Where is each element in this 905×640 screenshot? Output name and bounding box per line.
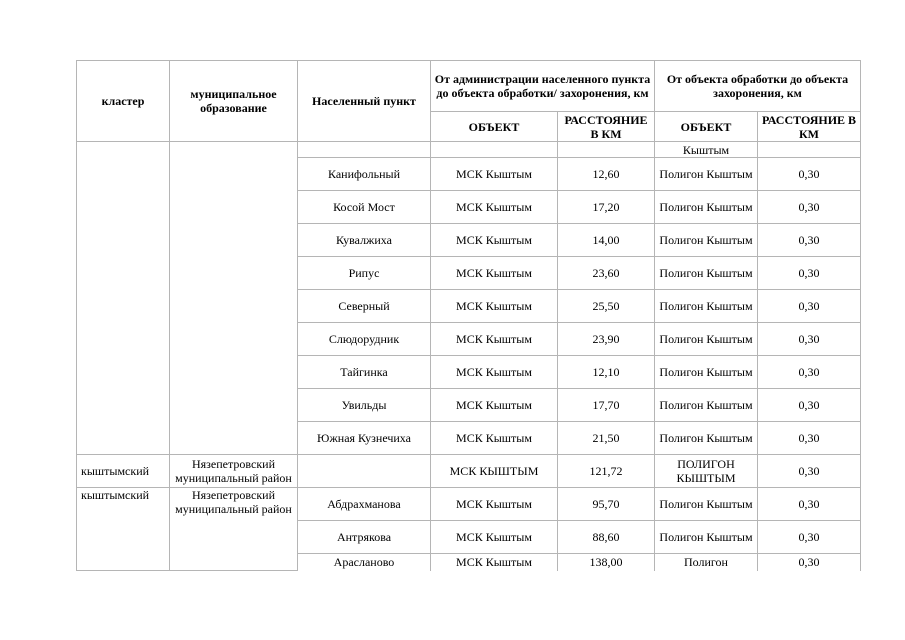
distance2-cell: 0,30 [758, 257, 861, 290]
settlement-cell: Кувалжиха [298, 224, 431, 257]
settlement-cell: Абдрахманова [298, 488, 431, 521]
settlement-cell: Слюдорудник [298, 323, 431, 356]
distance1-cell: 121,72 [558, 455, 655, 488]
object1-cell: МСК Кыштым [431, 356, 558, 389]
object2-cell: Полигон Кыштым [655, 521, 758, 554]
object1-cell: МСК Кыштым [431, 488, 558, 521]
municipality-cell: Нязепетровский муниципальный район [170, 488, 298, 571]
distance1-cell: 25,50 [558, 290, 655, 323]
object1-cell: МСК Кыштым [431, 224, 558, 257]
distance2-cell: 0,30 [758, 290, 861, 323]
distance2-cell: 0,30 [758, 356, 861, 389]
distance2-cell: 0,30 [758, 455, 861, 488]
settlement-cell: Косой Мост [298, 191, 431, 224]
settlement-cell [298, 455, 431, 488]
cluster-cell: кыштымский [77, 488, 170, 571]
settlement-cell: Тайгинка [298, 356, 431, 389]
empty-cell [431, 142, 558, 158]
object2-cell: Полигон Кыштым [655, 224, 758, 257]
distance1-cell: 23,60 [558, 257, 655, 290]
distance1-cell: 23,90 [558, 323, 655, 356]
object1-cell: МСК Кыштым [431, 257, 558, 290]
municipality-cell-empty [170, 142, 298, 455]
settlement-cell: Южная Кузнечиха [298, 422, 431, 455]
distance2-cell: 0,30 [758, 191, 861, 224]
object2-cell: Полигон [655, 554, 758, 571]
object1-cell: МСК Кыштым [431, 554, 558, 571]
header-distance-2: РАССТОЯНИЕ В КМ [758, 112, 861, 142]
fragment-object: Кыштым [655, 142, 758, 158]
distance1-cell: 14,00 [558, 224, 655, 257]
object1-cell: МСК Кыштым [431, 422, 558, 455]
distance1-cell: 138,00 [558, 554, 655, 571]
fragment-row [77, 142, 861, 158]
distance1-cell: 17,70 [558, 389, 655, 422]
object1-cell: МСК Кыштым [431, 389, 558, 422]
header-row-1 [77, 61, 861, 112]
distance1-cell: 95,70 [558, 488, 655, 521]
empty-cell [298, 142, 431, 158]
municipality-cell: Нязепетровский муниципальный район [170, 455, 298, 488]
object2-cell: Полигон Кыштым [655, 191, 758, 224]
object2-cell: Полигон Кыштым [655, 323, 758, 356]
object2-cell: Полигон Кыштым [655, 356, 758, 389]
object2-cell: Полигон Кыштым [655, 257, 758, 290]
header-object-2: ОБЪЕКТ [655, 112, 758, 142]
header-distance-1: РАССТОЯНИЕ В КМ [558, 112, 655, 142]
distance1-cell: 12,10 [558, 356, 655, 389]
object1-cell: МСК Кыштым [431, 191, 558, 224]
settlement-cell: Увильды [298, 389, 431, 422]
object2-cell: Полигон Кыштым [655, 488, 758, 521]
distance2-cell: 0,30 [758, 323, 861, 356]
settlement-cell: Антрякова [298, 521, 431, 554]
distance2-cell: 0,30 [758, 521, 861, 554]
object1-cell: МСК КЫШТЫМ [431, 455, 558, 488]
object2-cell: Полигон Кыштым [655, 389, 758, 422]
distance2-cell: 0,30 [758, 488, 861, 521]
settlement-cell: Канифольный [298, 158, 431, 191]
summary-row [77, 455, 861, 488]
object1-cell: МСК Кыштым [431, 158, 558, 191]
settlement-cell: Арасланово [298, 554, 431, 571]
cluster-cell-empty [77, 142, 170, 455]
distance-table [76, 60, 861, 571]
header-municipality: муниципальное образование [170, 61, 298, 142]
header-group-object-to-burial: От объекта обработки до объекта захоронения, км [655, 61, 861, 112]
object1-cell: МСК Кыштым [431, 521, 558, 554]
distance2-cell: 0,30 [758, 554, 861, 571]
distance1-cell: 88,60 [558, 521, 655, 554]
empty-cell [558, 142, 655, 158]
distance1-cell: 12,60 [558, 158, 655, 191]
distance1-cell: 17,20 [558, 191, 655, 224]
distance1-cell: 21,50 [558, 422, 655, 455]
header-group-admin-to-object: От администрации населенного пункта до объекта обработки/ захоронения, км [431, 61, 655, 112]
header-settlement: Населенный пункт [298, 61, 431, 142]
object2-cell: ПОЛИГОН КЫШТЫМ [655, 455, 758, 488]
settlement-cell: Северный [298, 290, 431, 323]
object2-cell: Полигон Кыштым [655, 158, 758, 191]
cluster-cell: кыштымский [77, 455, 170, 488]
distance2-cell: 0,30 [758, 389, 861, 422]
header-object-1: ОБЪЕКТ [431, 112, 558, 142]
distance2-cell: 0,30 [758, 422, 861, 455]
empty-cell [758, 142, 861, 158]
distance2-cell: 0,30 [758, 224, 861, 257]
header-cluster: кластер [77, 61, 170, 142]
object1-cell: МСК Кыштым [431, 290, 558, 323]
distance2-cell: 0,30 [758, 158, 861, 191]
table-row [77, 488, 861, 521]
object1-cell: МСК Кыштым [431, 323, 558, 356]
object2-cell: Полигон Кыштым [655, 422, 758, 455]
settlement-cell: Рипус [298, 257, 431, 290]
object2-cell: Полигон Кыштым [655, 290, 758, 323]
